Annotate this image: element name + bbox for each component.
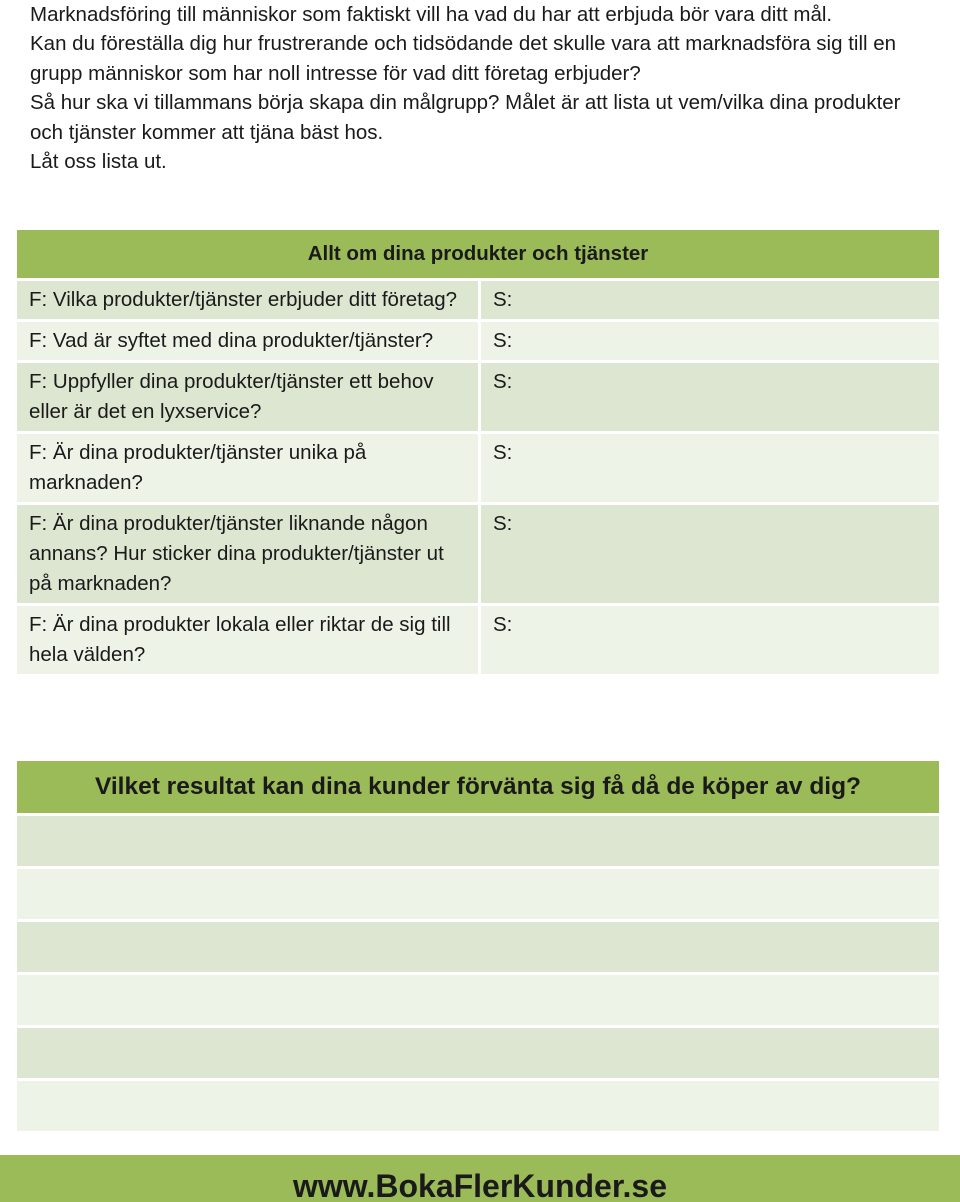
table-row (17, 322, 939, 360)
answer-cell[interactable]: S: (478, 322, 939, 360)
answer-cell[interactable]: S: (478, 434, 939, 502)
table-header-row (17, 230, 939, 278)
products-services-table (17, 227, 939, 677)
question-cell: F: Vad är syftet med dina produkter/tjänster? (29, 329, 434, 352)
table-row (17, 434, 939, 502)
answer-cell[interactable]: S: (478, 606, 939, 674)
answer-cell[interactable]: S: (478, 363, 939, 431)
result-heading: Vilket resultat kan dina kunder förvänta sig få då de köper av dig? (17, 761, 939, 813)
intro-text (30, 0, 930, 177)
intro-paragraph-3: Så hur ska vi tillammans börja skapa din målgrupp? Målet är att lista ut vem/vilka dina produkter och tjänster kommer att tjäna bäst hos. (30, 91, 901, 144)
result-answer-line[interactable] (17, 1028, 939, 1078)
table-row (17, 606, 939, 674)
question-cell: F: Vilka produkter/tjänster erbjuder ditt företag? (29, 288, 458, 311)
question-cell: F: Är dina produkter lokala eller riktar de sig till hela välden? (29, 613, 451, 666)
question-cell: F: Är dina produkter/tjänster liknande någon annans? Hur sticker dina produkter/tjänster ut på marknaden? (29, 512, 444, 595)
table-title: Allt om dina produkter och tjänster (17, 230, 939, 278)
table-row (17, 281, 939, 319)
result-answer-line[interactable] (17, 975, 939, 1025)
table-row (17, 363, 939, 431)
result-answer-line[interactable] (17, 922, 939, 972)
answer-cell[interactable]: S: (478, 505, 939, 603)
intro-paragraph-4: Låt oss lista ut. (30, 150, 167, 173)
intro-paragraph-2: Kan du föreställa dig hur frustrerande och tidsödande det skulle vara att marknadsföra sig till en grupp människor som har noll intresse för vad ditt företag erbjuder? (30, 32, 897, 85)
question-cell: F: Är dina produkter/tjänster unika på marknaden? (29, 441, 367, 494)
footer-url: www.BokaFlerKunder.se (0, 1155, 960, 1202)
result-answer-rows (17, 816, 939, 1134)
result-answer-line[interactable] (17, 816, 939, 866)
table-row (17, 505, 939, 603)
answer-cell[interactable]: S: (478, 281, 939, 319)
question-cell: F: Uppfyller dina produkter/tjänster ett behov eller är det en lyxservice? (29, 370, 434, 423)
intro-paragraph-1: Marknadsföring till människor som faktiskt vill ha vad du har att erbjuda bör vara ditt mål. (30, 3, 833, 26)
result-answer-line[interactable] (17, 1081, 939, 1131)
result-answer-line[interactable] (17, 869, 939, 919)
